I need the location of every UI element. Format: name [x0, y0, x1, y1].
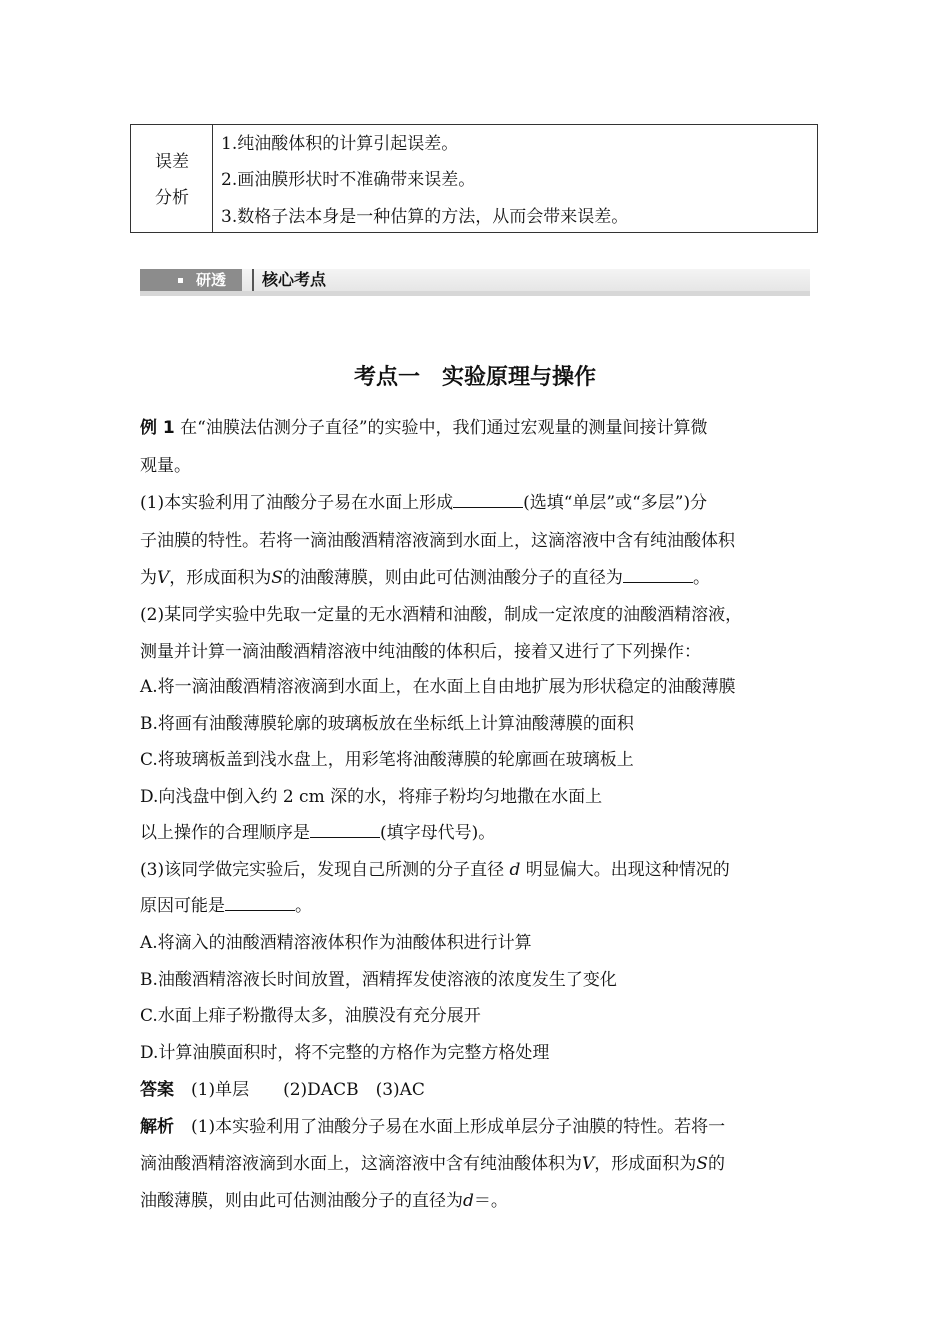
var-V: V — [157, 568, 170, 588]
q1-text-d2: ，形成面积为 — [169, 568, 272, 588]
error-label-line-2: 分析 — [155, 188, 189, 208]
answer-text: (1)单层 (2)DACB (3)AC — [191, 1080, 425, 1100]
banner-underline — [140, 291, 810, 296]
q1-text-a: (1)本实验利用了油酸分子易在水面上形成 — [140, 493, 454, 513]
q2-option-a: A.将一滴油酸酒精溶液滴到水面上，在水面上自由地扩展为形状稳定的油酸薄膜 — [140, 677, 736, 697]
banner-tag — [140, 269, 242, 291]
analysis-line-2 — [140, 1149, 725, 1174]
q2-option-c: C.将玻璃板盖到浅水盘上，用彩笔将油酸薄膜的轮廓画在玻璃板上 — [140, 750, 634, 770]
q2-line-2: 测量并计算一滴油酸酒精溶液中纯油酸的体积后，接着又进行了下列操作： — [140, 642, 701, 662]
section-banner — [140, 269, 810, 297]
var-d: d — [509, 860, 521, 880]
q1-line-3 — [140, 563, 710, 588]
q2-option-b: B.将画有油酸薄膜轮廓的玻璃板放在坐标纸上计算油酸薄膜的面积 — [140, 714, 634, 734]
q3-text-a2: 明显偏大。出现这种情况的 — [525, 860, 730, 880]
analysis-text-1: (1)本实验利用了油酸分子易在水面上形成单层分子油膜的特性。若将一 — [191, 1117, 726, 1137]
analysis-text-2c: 的 — [707, 1154, 725, 1174]
banner-title: 核心考点 — [252, 269, 326, 291]
q1-blank-1[interactable] — [453, 493, 523, 508]
example-intro-text: 在“油膜法估测分子直径”的实验中，我们通过宏观量的测量间接计算微 — [180, 418, 708, 438]
analysis-line-1 — [140, 1112, 725, 1137]
var-S: S — [271, 568, 283, 588]
q1-text-d4: 。 — [692, 568, 710, 588]
error-label-line-1: 误差 — [155, 152, 189, 172]
q2-order-text-1: 以上操作的合理顺序是 — [140, 823, 310, 843]
q3-text-b2: 。 — [295, 896, 312, 916]
analysis-text-2b: ，形成面积为 — [594, 1154, 697, 1174]
q1-text-d1: 为 — [140, 568, 157, 588]
analysis-text-2a: 滴油酸酒精溶液滴到水面上，这滴溶液中含有纯油酸体积为 — [140, 1154, 582, 1174]
q1-line-2: 子油膜的特性。若将一滴油酸酒精溶液滴到水面上，这滴溶液中含有纯油酸体积 — [140, 531, 735, 551]
analysis-var-V: V — [582, 1154, 595, 1174]
error-item-3: 3.数格子法本身是一种估算的方法，从而会带来误差。 — [221, 207, 629, 227]
q3-option-d: D.计算油膜面积时，将不完整的方格作为完整方格处理 — [140, 1043, 550, 1063]
q2-option-d: D.向浅盘中倒入约 2 cm 深的水，将痱子粉均匀地撒在水面上 — [140, 787, 603, 807]
answer-line — [140, 1075, 425, 1100]
answer-label: 答案 — [140, 1080, 174, 1100]
q2-order-text-2: (填字母代号)。 — [380, 823, 496, 843]
analysis-var-S: S — [696, 1154, 708, 1174]
q2-blank[interactable] — [310, 823, 380, 838]
q3-line-1 — [140, 855, 730, 880]
q2-order-line — [140, 818, 495, 843]
q1-line-1 — [140, 488, 707, 513]
analysis-line-3 — [140, 1186, 508, 1211]
error-item-2: 2.画油膜形状时不准确带来误差。 — [221, 170, 476, 190]
q3-option-a: A.将滴入的油酸酒精溶液体积作为油酸体积进行计算 — [140, 933, 532, 953]
q1-text-d3: 的油酸薄膜，则由此可估测油酸分子的直径为 — [282, 568, 623, 588]
q1-blank-2[interactable] — [623, 568, 693, 583]
q2-line-1: (2)某同学实验中先取一定量的无水酒精和油酸，制成一定浓度的油酸酒精溶液， — [140, 605, 743, 625]
error-analysis-label-cell — [131, 125, 213, 232]
example-intro-line-1 — [140, 413, 708, 438]
analysis-var-d: d — [463, 1191, 474, 1211]
q1-text-b: (选填“单层”或“多层”)分 — [523, 493, 708, 513]
banner-tag-label: 研透 — [196, 271, 227, 289]
example-intro-line-2: 观量。 — [140, 456, 191, 476]
section-heading: 考点一 实验原理与操作 — [353, 365, 596, 390]
error-item-1: 1.纯油酸体积的计算引起误差。 — [221, 134, 459, 154]
analysis-label: 解析 — [140, 1117, 174, 1137]
q3-blank[interactable] — [225, 896, 295, 911]
square-bullet-icon — [178, 278, 183, 283]
analysis-text-3b: ＝。 — [473, 1191, 508, 1211]
example-label: 例 1 — [140, 418, 175, 438]
q3-text-b1: 原因可能是 — [140, 896, 225, 916]
q3-line-2 — [140, 891, 312, 916]
error-analysis-table — [130, 124, 818, 233]
q3-option-c: C.水面上痱子粉撒得太多，油膜没有充分展开 — [140, 1006, 481, 1026]
q3-text-a1: (3)该同学做完实验后，发现自己所测的分子直径 — [140, 860, 505, 880]
q3-option-b: B.油酸酒精溶液长时间放置，酒精挥发使溶液的浓度发生了变化 — [140, 970, 617, 990]
analysis-text-3a: 油酸薄膜，则由此可估测油酸分子的直径为 — [140, 1191, 463, 1211]
